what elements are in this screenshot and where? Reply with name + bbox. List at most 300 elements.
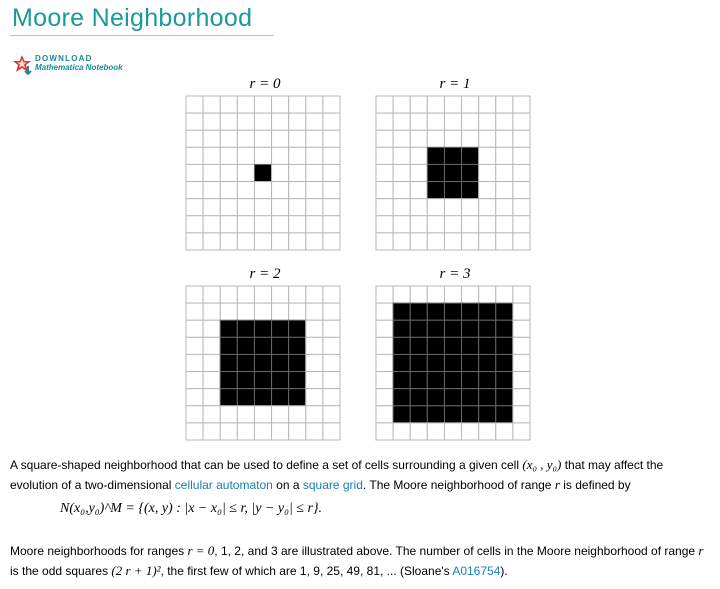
neighborhood-cell [496, 389, 513, 406]
neighborhood-cell [479, 372, 496, 389]
grid-cell [479, 233, 496, 250]
grid-cell [220, 164, 237, 181]
cellular-automaton-link[interactable]: cellular automaton [174, 478, 273, 492]
grid-cell [513, 164, 530, 181]
grid-cell [272, 423, 289, 440]
grid-cell [203, 303, 220, 320]
para2-text-3: is the odd squares [10, 564, 112, 578]
grid-cell [513, 372, 530, 389]
grid-cell [186, 320, 203, 337]
grid-cell [237, 96, 254, 113]
grid-cell [513, 182, 530, 199]
grid-cell [462, 113, 479, 130]
neighborhood-cell [220, 320, 237, 337]
grid-cell [203, 216, 220, 233]
grid-cell [220, 406, 237, 423]
grid-cell [306, 147, 323, 164]
grid-cell [513, 113, 530, 130]
grid-cell [237, 164, 254, 181]
grid-cell [220, 286, 237, 303]
para1-text-1: A square-shaped neighborhood that can be used to define a set of cells surrounding a given cell [10, 458, 523, 472]
grid-cell [479, 164, 496, 181]
grid-cell [462, 423, 479, 440]
neighborhood-cell [479, 354, 496, 371]
grid-cell [323, 389, 340, 406]
grid-cell [237, 113, 254, 130]
grid-cell [376, 233, 393, 250]
grid-cell [376, 199, 393, 216]
grid-cell [254, 182, 271, 199]
grid-cell [186, 216, 203, 233]
grid-cell [444, 130, 461, 147]
grid-cell [393, 164, 410, 181]
grid-cell [186, 96, 203, 113]
math-r-2: r [698, 543, 704, 558]
neighborhood-cell [444, 164, 461, 181]
grid-cell [393, 96, 410, 113]
grid-cell [513, 423, 530, 440]
grid-cell [513, 286, 530, 303]
download-label: DOWNLOAD [35, 54, 93, 63]
neighborhood-cell [289, 354, 306, 371]
grid-cell [376, 216, 393, 233]
grid-cell [306, 96, 323, 113]
grid-cell [376, 113, 393, 130]
neighborhood-cell [496, 354, 513, 371]
neighborhood-cell [237, 320, 254, 337]
grid-cell [410, 96, 427, 113]
grid-cell [376, 354, 393, 371]
para1-text-5: is defined by [559, 478, 631, 492]
grid-cell [237, 147, 254, 164]
grid-cell [323, 372, 340, 389]
grid-cell [220, 130, 237, 147]
grid-cell [479, 199, 496, 216]
grid-cell [376, 286, 393, 303]
grid-cell [410, 164, 427, 181]
neighborhood-cell [462, 164, 479, 181]
grid-cell [444, 286, 461, 303]
grid-cell [496, 286, 513, 303]
grid-cell [376, 406, 393, 423]
neighborhood-cell [410, 303, 427, 320]
grid-cell [237, 130, 254, 147]
para1-text-2: that may affect the evolution of a two-dimensional [10, 458, 664, 492]
grid-cell [376, 164, 393, 181]
neighborhood-cell [444, 320, 461, 337]
grid-cell [186, 164, 203, 181]
grid-cell [203, 320, 220, 337]
neighborhood-cell [254, 372, 271, 389]
grid-cell [272, 406, 289, 423]
neighborhood-cell [462, 320, 479, 337]
notebook-label: Mathematica Notebook [35, 63, 123, 72]
grid-cell [220, 147, 237, 164]
neighborhood-cell [272, 372, 289, 389]
grid-cell [186, 406, 203, 423]
grid-cell [186, 423, 203, 440]
grid-cell [254, 199, 271, 216]
neighborhood-cell [220, 337, 237, 354]
grid-cell [220, 113, 237, 130]
neighborhood-cell [496, 303, 513, 320]
grid-cell [323, 216, 340, 233]
grid-cell [237, 199, 254, 216]
grid-cell [513, 320, 530, 337]
grid-cell [186, 182, 203, 199]
illustration-paragraph [10, 541, 710, 581]
grid-cell [323, 286, 340, 303]
grid-cell [186, 130, 203, 147]
grid-cell [323, 147, 340, 164]
grid-cell [306, 372, 323, 389]
neighborhood-cell [272, 337, 289, 354]
grid-cell [496, 96, 513, 113]
grid-cell [254, 286, 271, 303]
grid-cell [272, 164, 289, 181]
grid-cell [220, 199, 237, 216]
panel-label-r2: r = 2 [249, 266, 281, 282]
neighborhood-cell [254, 164, 271, 181]
grid-cell [323, 233, 340, 250]
grid-cell [289, 96, 306, 113]
grid-cell [272, 182, 289, 199]
grid-cell [444, 216, 461, 233]
grid-cell [203, 286, 220, 303]
neighborhood-cell [462, 389, 479, 406]
neighborhood-cell [289, 337, 306, 354]
grid-cell [513, 406, 530, 423]
grid-cell [427, 233, 444, 250]
para1-text-4: . The Moore neighborhood of range [362, 478, 555, 492]
grid-cell [376, 147, 393, 164]
neighborhood-cell [237, 354, 254, 371]
neighborhood-cell [237, 337, 254, 354]
neighborhood-cell [462, 354, 479, 371]
neighborhood-cell [444, 406, 461, 423]
neighborhood-cell [496, 372, 513, 389]
grid-cell [462, 216, 479, 233]
grid-cell [220, 303, 237, 320]
neighborhood-cell [462, 182, 479, 199]
grid-cell [479, 113, 496, 130]
neighborhood-cell [410, 372, 427, 389]
grid-cell [237, 233, 254, 250]
grid-cell [462, 233, 479, 250]
moore-grid-r1 [375, 95, 531, 251]
grid-cell [323, 130, 340, 147]
grid-cell [513, 130, 530, 147]
grid-cell [376, 337, 393, 354]
grid-cell [323, 354, 340, 371]
neighborhood-cell [427, 303, 444, 320]
grid-cell [237, 286, 254, 303]
neighborhood-cell [410, 406, 427, 423]
grid-cell [203, 147, 220, 164]
grid-cell [306, 354, 323, 371]
grid-cell [496, 199, 513, 216]
grid-cell [376, 372, 393, 389]
panel-label-r0: r = 0 [249, 76, 281, 92]
grid-cell [376, 96, 393, 113]
grid-cell [427, 96, 444, 113]
grid-cell [393, 423, 410, 440]
grid-cell [393, 130, 410, 147]
grid-cell [289, 130, 306, 147]
grid-cell [462, 130, 479, 147]
grid-cell [203, 96, 220, 113]
neighborhood-cell [479, 406, 496, 423]
math-r0: r = 0 [187, 543, 215, 558]
grid-cell [444, 199, 461, 216]
grid-cell [186, 389, 203, 406]
definition-paragraph [10, 455, 710, 495]
grid-cell [203, 113, 220, 130]
grid-cell [186, 199, 203, 216]
grid-cell [186, 286, 203, 303]
neighborhood-cell [496, 337, 513, 354]
grid-cell [323, 337, 340, 354]
grid-cell [272, 147, 289, 164]
grid-cell [289, 182, 306, 199]
grid-cell [323, 423, 340, 440]
grid-cell [427, 130, 444, 147]
grid-cell [323, 303, 340, 320]
neighborhood-cell [254, 337, 271, 354]
grid-cell [203, 337, 220, 354]
grid-cell [203, 164, 220, 181]
neighborhood-cell [289, 372, 306, 389]
neighborhood-cell [254, 354, 271, 371]
grid-cell [272, 96, 289, 113]
neighborhood-cell [427, 164, 444, 181]
grid-cell [393, 147, 410, 164]
page-title: Moore Neighborhood [12, 4, 253, 32]
grid-cell [186, 337, 203, 354]
grid-cell [479, 286, 496, 303]
grid-cell [513, 199, 530, 216]
grid-cell [513, 354, 530, 371]
grid-cell [272, 233, 289, 250]
neighborhood-cell [254, 320, 271, 337]
neighborhood-cell [444, 147, 461, 164]
grid-cell [306, 320, 323, 337]
grid-cell [410, 199, 427, 216]
grid-cell [410, 130, 427, 147]
neighborhood-cell [496, 406, 513, 423]
math-odd-squares: (2 r + 1)² [111, 563, 161, 578]
neighborhood-cell [479, 337, 496, 354]
grid-cell [289, 233, 306, 250]
grid-cell [272, 303, 289, 320]
para2-text-5: ). [500, 564, 508, 578]
grid-cell [220, 233, 237, 250]
neighborhood-cell [410, 337, 427, 354]
neighborhood-cell [444, 337, 461, 354]
grid-cell [444, 423, 461, 440]
neighborhood-cell [462, 372, 479, 389]
grid-cell [289, 286, 306, 303]
neighborhood-cell [427, 182, 444, 199]
grid-cell [289, 303, 306, 320]
grid-cell [479, 216, 496, 233]
grid-cell [393, 233, 410, 250]
grid-cell [289, 147, 306, 164]
grid-cell [272, 130, 289, 147]
neighborhood-cell [444, 303, 461, 320]
neighborhood-cell [462, 337, 479, 354]
neighborhood-cell [393, 320, 410, 337]
grid-cell [254, 130, 271, 147]
grid-cell [186, 147, 203, 164]
grid-cell [306, 164, 323, 181]
neighborhood-cell [479, 320, 496, 337]
grid-cell [393, 199, 410, 216]
grid-cell [203, 372, 220, 389]
neighborhood-cell [444, 182, 461, 199]
grid-cell [427, 113, 444, 130]
grid-cell [186, 303, 203, 320]
grid-cell [513, 303, 530, 320]
grid-cell [376, 130, 393, 147]
grid-cell [203, 233, 220, 250]
grid-cell [427, 286, 444, 303]
grid-cell [306, 216, 323, 233]
neighborhood-cell [272, 320, 289, 337]
neighborhood-cell [393, 303, 410, 320]
grid-cell [203, 406, 220, 423]
math-cell-coord: (x₀ , y₀) [522, 457, 562, 472]
grid-cell [306, 423, 323, 440]
square-grid-link[interactable]: square grid [302, 478, 363, 492]
moore-formula: N(x₀,y₀)^M = {(x, y) : |x − x₀| ≤ r, |y − y₀| ≤ r}. [60, 501, 323, 516]
neighborhood-cell [410, 320, 427, 337]
neighborhood-cell [410, 389, 427, 406]
grid-cell [306, 199, 323, 216]
neighborhood-cell [237, 389, 254, 406]
grid-cell [462, 199, 479, 216]
neighborhood-cell [272, 354, 289, 371]
grid-cell [306, 337, 323, 354]
mathematica-icon [12, 54, 32, 76]
grid-cell [462, 286, 479, 303]
grid-cell [479, 423, 496, 440]
grid-cell [220, 182, 237, 199]
para2-text-1: Moore neighborhoods for ranges [10, 544, 188, 558]
title-divider [10, 35, 274, 36]
grid-cell [203, 182, 220, 199]
grid-cell [306, 233, 323, 250]
grid-cell [254, 147, 271, 164]
grid-cell [410, 286, 427, 303]
grid-cell [410, 113, 427, 130]
grid-cell [376, 389, 393, 406]
grid-cell [513, 96, 530, 113]
grid-cell [496, 182, 513, 199]
grid-cell [289, 199, 306, 216]
grid-cell [323, 182, 340, 199]
grid-cell [289, 423, 306, 440]
neighborhood-cell [427, 147, 444, 164]
grid-cell [220, 423, 237, 440]
grid-cell [410, 216, 427, 233]
para2-text-2: , 1, 2, and 3 are illustrated above. The number of cells in the Moore neighborhood of range [214, 544, 699, 558]
grid-cell [203, 354, 220, 371]
neighborhood-cell [427, 406, 444, 423]
grid-cell [496, 233, 513, 250]
grid-cell [496, 113, 513, 130]
para2-text-4: , the first few of which are 1, 9, 25, 49, 81, ... (Sloane's [160, 564, 453, 578]
grid-cell [289, 406, 306, 423]
moore-grid-r0 [185, 95, 341, 251]
grid-cell [237, 406, 254, 423]
grid-cell [254, 303, 271, 320]
grid-cell [496, 216, 513, 233]
neighborhood-cell [393, 337, 410, 354]
grid-cell [272, 216, 289, 233]
download-notebook-link[interactable] [12, 54, 123, 76]
grid-cell [444, 233, 461, 250]
grid-cell [203, 199, 220, 216]
neighborhood-cell [444, 389, 461, 406]
grid-cell [496, 147, 513, 164]
neighborhood-cell [220, 372, 237, 389]
grid-cell [479, 96, 496, 113]
grid-cell [254, 96, 271, 113]
grid-cell [479, 182, 496, 199]
grid-cell [323, 96, 340, 113]
grid-cell [393, 182, 410, 199]
neighborhood-cell [427, 337, 444, 354]
sloane-a016754-link[interactable]: A016754 [452, 564, 501, 578]
grid-cell [254, 406, 271, 423]
para1-text-3: on a [272, 478, 303, 492]
grid-cell [427, 199, 444, 216]
panel-label-r3: r = 3 [439, 266, 471, 282]
grid-cell [203, 389, 220, 406]
neighborhood-cell [410, 354, 427, 371]
grid-cell [237, 182, 254, 199]
grid-cell [306, 113, 323, 130]
grid-cell [479, 147, 496, 164]
neighborhood-cell [427, 320, 444, 337]
grid-cell [410, 233, 427, 250]
grid-cell [306, 130, 323, 147]
grid-cell [186, 354, 203, 371]
grid-cell [306, 182, 323, 199]
grid-cell [186, 113, 203, 130]
grid-cell [479, 130, 496, 147]
neighborhood-cell [479, 303, 496, 320]
grid-cell [254, 216, 271, 233]
grid-cell [323, 320, 340, 337]
grid-cell [513, 337, 530, 354]
neighborhood-cell [220, 354, 237, 371]
neighborhood-cell [427, 372, 444, 389]
grid-cell [254, 233, 271, 250]
grid-cell [237, 423, 254, 440]
neighborhood-cell [393, 354, 410, 371]
grid-cell [254, 423, 271, 440]
grid-cell [513, 233, 530, 250]
moore-grid-r3 [375, 285, 531, 441]
neighborhood-cell [427, 354, 444, 371]
neighborhood-cell [479, 389, 496, 406]
grid-cell [323, 199, 340, 216]
grid-cell [513, 216, 530, 233]
grid-cell [306, 286, 323, 303]
grid-cell [376, 320, 393, 337]
